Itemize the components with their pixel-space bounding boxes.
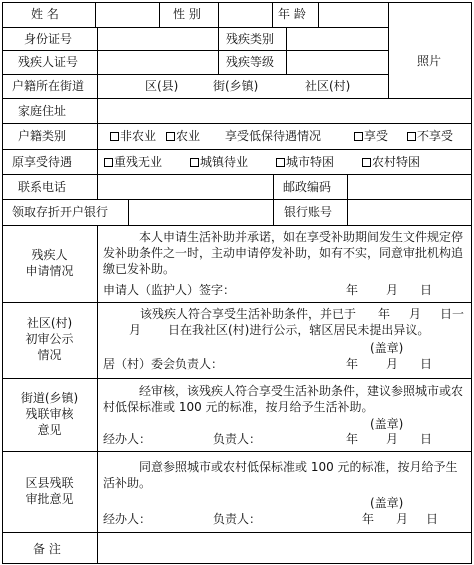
rule <box>2 451 472 452</box>
opt-nonagri <box>110 129 156 144</box>
bank-field[interactable] <box>129 200 272 224</box>
sec2-line2: 日在我社区(村)进行公示，辖区居民未提出异议。 <box>168 323 430 337</box>
rule-v <box>97 225 98 564</box>
sec1-month: 月 <box>386 283 399 297</box>
sec2-year: 年 <box>346 357 359 371</box>
sec2-month: 月 <box>386 357 399 371</box>
id-number-field[interactable] <box>98 28 217 49</box>
rural-poverty-checkbox[interactable] <box>362 158 371 167</box>
rural-poverty-label: 农村特困 <box>372 155 421 169</box>
sec1-text: 本人申请生活补助并承诺，如在享受补助期间发生文件规定停发补助条件之一时，主动申请停发补助，如有不实，同意审批机构追缴已发补助。 <box>103 230 464 276</box>
rule <box>2 123 472 124</box>
sec3-year: 年 <box>346 432 359 446</box>
hukou-type-label: 户籍类别 <box>18 129 67 143</box>
sec2-day1: 日一 <box>440 307 465 321</box>
dibao-yes-label: 享受 <box>364 129 389 143</box>
gender-field[interactable] <box>219 3 271 26</box>
dibao-no-label: 不享受 <box>417 129 454 143</box>
dibao-label: 享受低保待遇情况 <box>225 129 322 143</box>
opt-1 <box>104 155 162 170</box>
sec1-label: 残疾人 申请情况 <box>25 248 74 278</box>
phone-label: 联系电话 <box>18 180 67 194</box>
sec4-month: 月 <box>396 512 409 526</box>
urban-poverty-checkbox[interactable] <box>276 158 285 167</box>
sec2-day: 日 <box>420 357 433 371</box>
dibao-yes-checkbox[interactable] <box>354 132 363 141</box>
sec1-signer: 申请人（监护人）签字： <box>103 283 236 297</box>
sec2-label: 社区(村) 初审公示 情况 <box>25 316 74 362</box>
opt-4 <box>362 155 420 170</box>
sec3-seal: (盖章) <box>370 417 404 431</box>
sec3-day: 日 <box>420 432 433 446</box>
age-field[interactable] <box>319 3 387 26</box>
agri-label: 农业 <box>176 129 201 143</box>
street-label: 街(乡镇) <box>213 79 259 93</box>
sec3-handler: 经办人： <box>103 432 152 446</box>
disability-type-label: 残疾类别 <box>226 32 275 46</box>
agri-checkbox[interactable] <box>166 132 175 141</box>
dibao-no-checkbox[interactable] <box>407 132 416 141</box>
sec4-head: 负责人： <box>213 512 262 526</box>
sec1-year: 年 <box>346 283 359 297</box>
postal-label: 邮政编码 <box>283 180 332 194</box>
rule <box>2 302 472 303</box>
sec2-seal: (盖章) <box>370 341 404 355</box>
disability-cert-label: 残疾人证号 <box>18 55 79 69</box>
sec4-label: 区县残联 审批意见 <box>25 476 74 506</box>
sec4-handler: 经办人： <box>103 512 152 526</box>
rule <box>2 225 472 226</box>
rule-v <box>159 2 160 27</box>
rule <box>2 378 472 379</box>
sec3-text: 经审核，该残疾人符合享受生活补助条件，建议参照城市或农村低保标准或 100 元的标准，按月给予生活补助。 <box>103 384 464 414</box>
sec3-label: 街道(乡镇) 残联审核 意见 <box>20 391 79 437</box>
disability-level-field[interactable] <box>287 51 387 73</box>
sec2-signer: 居（村）委会负责人： <box>103 357 224 371</box>
address-field[interactable] <box>98 99 471 123</box>
community-label: 社区(村) <box>305 79 351 93</box>
rule <box>2 149 472 150</box>
id-number-label: 身份证号 <box>24 32 73 46</box>
severe-unemployed-checkbox[interactable] <box>104 158 113 167</box>
urban-unemployed-label: 城镇待业 <box>200 155 249 169</box>
sec2-year1: 年 <box>378 307 391 321</box>
urban-unemployed-checkbox[interactable] <box>190 158 199 167</box>
rule-v <box>273 174 274 225</box>
border-bottom <box>2 563 472 564</box>
sec2-line1: 该残疾人符合享受生活补助条件，并已于 <box>140 307 357 321</box>
sec2-month1: 月 <box>409 307 422 321</box>
border-right <box>471 2 472 564</box>
disability-level-label: 残疾等级 <box>226 55 275 69</box>
sec4-year: 年 <box>362 512 375 526</box>
sec4-seal: (盖章) <box>370 496 404 510</box>
nonagri-label: 非农业 <box>120 129 157 143</box>
postal-field[interactable] <box>348 175 471 199</box>
opt-agri <box>166 129 200 144</box>
opt-yes <box>354 129 388 144</box>
remarks-label: 备 注 <box>33 542 61 556</box>
urban-poverty-label: 城市特困 <box>286 155 335 169</box>
name-field[interactable] <box>96 3 158 26</box>
sec1-day: 日 <box>420 283 433 297</box>
sec2-month2: 月 <box>129 323 142 337</box>
district-label: 区(县) <box>145 79 179 93</box>
opt-2 <box>190 155 248 170</box>
sec4-day: 日 <box>426 512 439 526</box>
hukou-street-label: 户籍所在街道 <box>12 79 85 93</box>
rule-v <box>272 2 273 27</box>
sec3-head: 负责人： <box>213 432 262 446</box>
photo-label: 照片 <box>417 54 442 68</box>
bank-label: 领取存折开户银行 <box>12 205 109 219</box>
disability-type-field[interactable] <box>287 28 387 49</box>
sec4-text: 同意参照城市或农村低保标准或 100 元的标准，按月给予生活补助。 <box>103 460 458 490</box>
name-label: 姓 名 <box>31 7 59 21</box>
opt-3 <box>276 155 334 170</box>
gender-label: 性 别 <box>173 7 201 21</box>
rule-v <box>218 27 219 74</box>
sec3-month: 月 <box>386 432 399 446</box>
address-label: 家庭住址 <box>18 104 67 118</box>
remarks-field[interactable] <box>98 533 471 563</box>
photo-box[interactable] <box>389 3 471 98</box>
age-label: 年 龄 <box>278 7 306 21</box>
nonagri-checkbox[interactable] <box>110 132 119 141</box>
account-label: 银行账号 <box>284 205 333 219</box>
rule <box>2 74 388 75</box>
phone-field[interactable] <box>98 175 272 199</box>
disability-cert-field[interactable] <box>98 51 217 73</box>
severe-unemployed-label: 重残无业 <box>114 155 163 169</box>
prev-benefit-label: 原享受待遇 <box>12 155 73 169</box>
account-field[interactable] <box>348 200 471 224</box>
opt-no <box>407 129 453 144</box>
